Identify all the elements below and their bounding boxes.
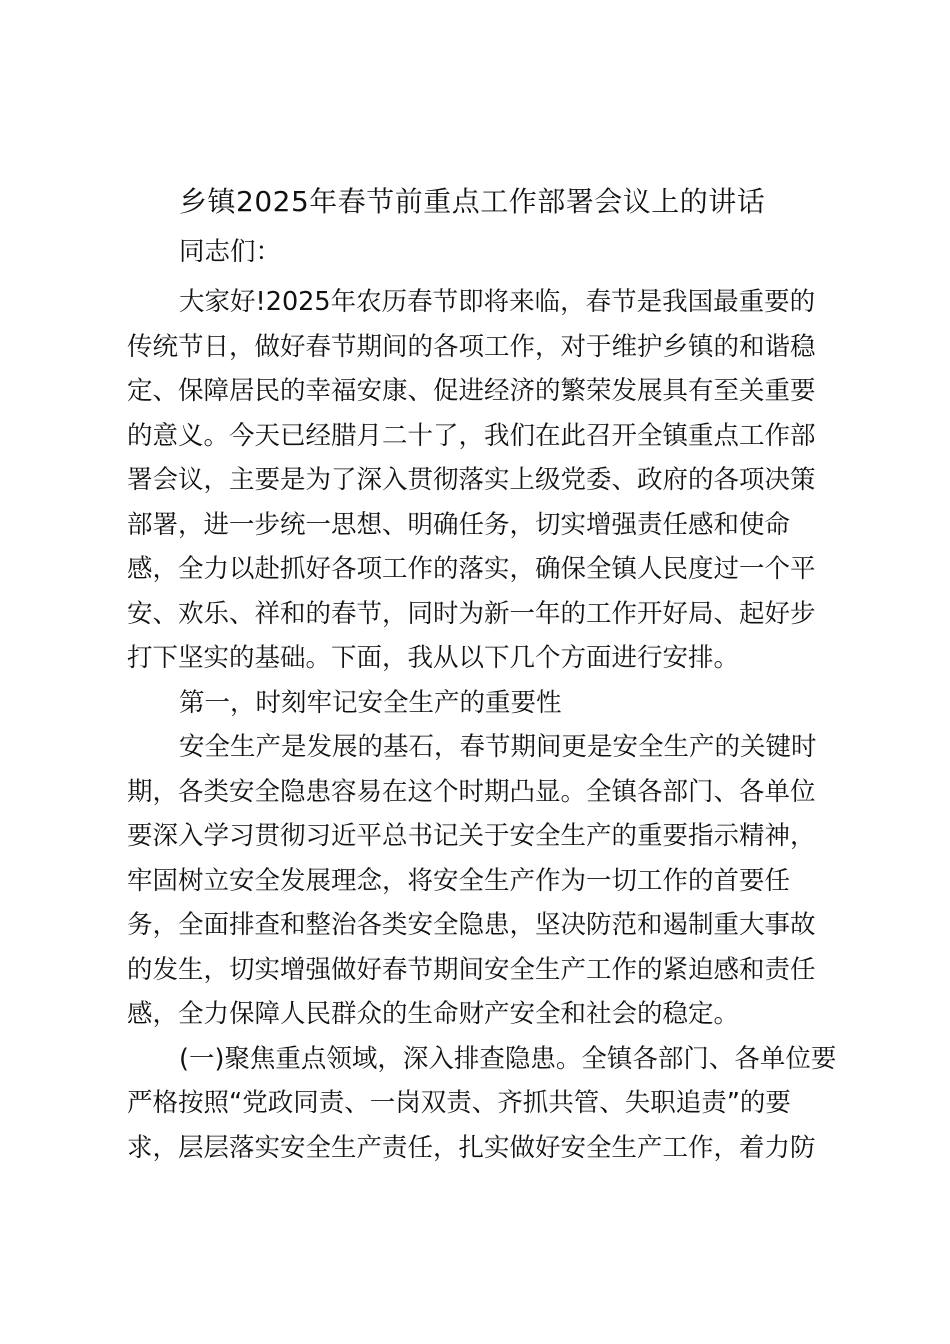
document-body [127,280,837,1170]
text-line: 第一，时刻牢记安全生产的重要性 [179,687,562,718]
text-line: 安、欢乐、祥和的春节，同时为新一年的工作开好局、起好步 [127,598,816,629]
document-page [127,180,837,1170]
paragraph [127,725,823,1037]
text-line: 部署，进一步统一思想、明确任务，切实增强责任感和使命 [127,509,791,540]
paragraph [127,1037,837,1171]
text-line: 期，各类安全隐患容易在这个时期凸显。全镇各部门、各单位 [127,776,816,807]
text-line: 打下坚实的基础。下面，我从以下几个方面进行安排。 [127,643,740,673]
paragraph [127,280,823,681]
text-line: 感，全力保障人民群众的生命财产安全和社会的稳定。 [127,999,740,1029]
text-line: 署会议，主要是为了深入贯彻落实上级党委、政府的各项决策 [127,465,816,495]
text-line: 传统节日，做好春节期间的各项工作，对于维护乡镇的和谐稳 [127,331,816,362]
text-line: 牢固树立安全发展理念，将安全生产作为一切工作的首要任 [127,865,791,896]
text-line: 的意义。今天已经腊月二十了，我们在此召开全镇重点工作部 [127,420,816,451]
text-line: 求，层层落实安全生产责任，扎实做好安全生产工作，着力防 [127,1132,816,1163]
document-title: 乡镇2025年春节前重点工作部署会议上的讲话 [179,185,766,218]
text-line: 严格按照“党政同责、一岗双责、齐抓共管、失职追责”的要 [127,1088,791,1118]
text-line: 务，全面排查和整治各类安全隐患，坚决防范和遏制重大事故 [127,910,816,940]
text-line: (一)聚焦重点领域，深入排查隐患。全镇各部门、各单位要 [179,1043,837,1074]
text-line: 大家好!2025年农历春节即将来临，春节是我国最重要的 [179,287,816,317]
text-line: 要深入学习贯彻习近平总书记关于安全生产的重要指示精神， [127,821,816,851]
text-line: 感，全力以赴抓好各项工作的落实，确保全镇人民度过一个平 [127,554,816,584]
text-line: 的发生，切实增强做好春节期间安全生产工作的紧迫感和责任 [127,954,816,985]
text-line: 安全生产是发展的基石，春节期间更是安全生产的关键时 [179,732,817,762]
text-line: 定、保障居民的幸福安康、促进经济的繁荣发展具有至关重要 [127,376,816,406]
paragraph [127,681,823,726]
salutation: 同志们： [179,237,282,267]
